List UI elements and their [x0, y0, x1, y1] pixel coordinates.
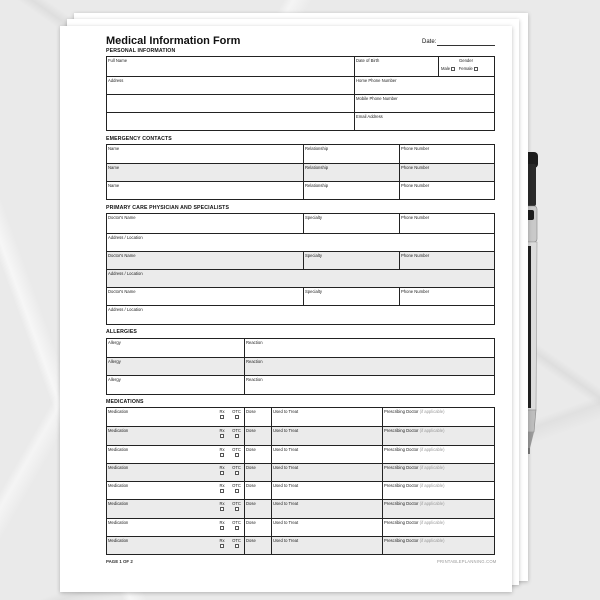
- used-to-treat-field[interactable]: Used to Treat: [271, 519, 382, 536]
- reaction-2[interactable]: Reaction: [244, 358, 494, 375]
- rx-column: Rx: [215, 500, 229, 517]
- doctor-name-1[interactable]: Doctor's Name: [108, 215, 136, 220]
- medication-field[interactable]: Medication: [108, 446, 129, 452]
- rx-checkbox[interactable]: [220, 471, 224, 475]
- emergency-table: [106, 144, 495, 200]
- dose-field[interactable]: Dose: [244, 427, 271, 444]
- rx-column: Rx: [215, 537, 229, 554]
- otc-checkbox[interactable]: [235, 453, 239, 457]
- medication-row: [107, 408, 494, 426]
- rx-checkbox[interactable]: [220, 415, 224, 419]
- otc-checkbox[interactable]: [235, 544, 239, 548]
- otc-column: OTC: [229, 500, 244, 517]
- used-to-treat-field[interactable]: Used to Treat: [271, 482, 382, 499]
- otc-column: OTC: [229, 519, 244, 536]
- date-label: Date:: [422, 39, 437, 45]
- doctor-phone-1[interactable]: Phone Number: [399, 214, 494, 233]
- doctor-address-1[interactable]: Address / Location: [108, 235, 143, 240]
- rx-column: Rx: [215, 482, 229, 499]
- specialty-2[interactable]: Specialty: [303, 252, 399, 269]
- otc-column: OTC: [229, 427, 244, 444]
- medication-field[interactable]: Medication: [108, 519, 129, 525]
- medications-heading: MEDICATIONS: [106, 399, 144, 405]
- ec-name-2[interactable]: Name: [108, 165, 120, 170]
- ec-relationship-2[interactable]: Relationship: [303, 164, 399, 181]
- medication-row: [107, 463, 494, 481]
- ec-phone-3[interactable]: Phone Number: [399, 182, 494, 199]
- rx-checkbox[interactable]: [220, 526, 224, 530]
- personal-table: [106, 56, 495, 131]
- allergies-table: [106, 338, 495, 395]
- medication-row: [107, 499, 494, 517]
- otc-checkbox[interactable]: [235, 415, 239, 419]
- ec-phone-1[interactable]: Phone Number: [399, 145, 494, 163]
- otc-column: OTC: [229, 464, 244, 481]
- medication-row: [107, 536, 494, 554]
- rx-column: Rx: [215, 427, 229, 444]
- medication-row: [107, 518, 494, 536]
- ec-phone-2[interactable]: Phone Number: [399, 164, 494, 181]
- dose-field[interactable]: Dose: [244, 446, 271, 463]
- used-to-treat-field[interactable]: Used to Treat: [271, 500, 382, 517]
- rx-checkbox[interactable]: [220, 544, 224, 548]
- dose-field[interactable]: Dose: [244, 537, 271, 554]
- otc-checkbox[interactable]: [235, 489, 239, 493]
- used-to-treat-field[interactable]: Used to Treat: [271, 446, 382, 463]
- address-field[interactable]: Address: [108, 78, 124, 83]
- used-to-treat-field[interactable]: Used to Treat: [271, 408, 382, 426]
- medications-table: [106, 407, 495, 555]
- date-field[interactable]: [437, 45, 495, 46]
- prescribing-doctor-field[interactable]: Prescribing Doctor (if applicable): [382, 537, 494, 554]
- otc-column: OTC: [229, 408, 244, 426]
- home-phone-field[interactable]: Home Phone Number: [354, 77, 494, 94]
- doctor-name-2[interactable]: Doctor's Name: [108, 253, 136, 258]
- prescribing-doctor-field[interactable]: Prescribing Doctor (if applicable): [382, 408, 494, 426]
- allergy-3[interactable]: Allergy: [108, 377, 121, 382]
- medication-field[interactable]: Medication: [108, 409, 129, 414]
- medication-row: [107, 481, 494, 499]
- full-name-field[interactable]: Full Name: [108, 58, 128, 63]
- otc-checkbox[interactable]: [235, 507, 239, 511]
- form-title: Medical Information Form: [106, 35, 241, 47]
- medication-row: [107, 445, 494, 463]
- allergies-heading: ALLERGIES: [106, 329, 138, 335]
- personal-heading: PERSONAL INFORMATION: [106, 48, 176, 54]
- specialty-3[interactable]: Specialty: [303, 288, 399, 305]
- rx-checkbox[interactable]: [220, 507, 224, 511]
- dose-field[interactable]: Dose: [244, 519, 271, 536]
- email-field[interactable]: Email Address: [354, 113, 494, 130]
- dose-field[interactable]: Dose: [244, 464, 271, 481]
- brand-watermark: PRINTABLEPLANNING.COM: [437, 559, 497, 564]
- allergy-2[interactable]: Allergy: [108, 359, 121, 364]
- otc-checkbox[interactable]: [235, 434, 239, 438]
- prescribing-doctor-field[interactable]: Prescribing Doctor (if applicable): [382, 500, 494, 517]
- rx-checkbox[interactable]: [220, 453, 224, 457]
- female-checkbox[interactable]: [474, 67, 478, 71]
- physician-table: [106, 213, 495, 325]
- medication-field[interactable]: Medication: [108, 501, 129, 507]
- prescribing-doctor-field[interactable]: Prescribing Doctor (if applicable): [382, 482, 494, 499]
- doctor-address-2[interactable]: Address / Location: [108, 271, 143, 276]
- ec-name-1[interactable]: Name: [108, 146, 120, 151]
- rx-column: Rx: [215, 408, 229, 426]
- doctor-phone-3[interactable]: Phone Number: [399, 288, 494, 305]
- prescribing-doctor-field[interactable]: Prescribing Doctor (if applicable): [382, 464, 494, 481]
- page-number: PAGE 1 OF 2: [106, 559, 133, 564]
- ec-relationship-3[interactable]: Relationship: [303, 182, 399, 199]
- rx-column: Rx: [215, 464, 229, 481]
- address-line-3[interactable]: [107, 113, 354, 130]
- medication-field[interactable]: Medication: [108, 428, 129, 434]
- male-checkbox[interactable]: [451, 67, 455, 71]
- dose-field[interactable]: Dose: [244, 408, 271, 426]
- rx-column: Rx: [215, 446, 229, 463]
- medication-field[interactable]: Medication: [108, 538, 129, 544]
- medication-field[interactable]: Medication: [108, 464, 129, 470]
- dob-field[interactable]: Date of Birth: [354, 57, 438, 76]
- doctor-name-3[interactable]: Doctor's Name: [108, 289, 136, 294]
- prescribing-doctor-field[interactable]: Prescribing Doctor (if applicable): [382, 427, 494, 444]
- otc-column: OTC: [229, 482, 244, 499]
- doctor-address-3[interactable]: Address / Location: [108, 307, 143, 312]
- form-sheet: [60, 26, 512, 592]
- used-to-treat-field[interactable]: Used to Treat: [271, 427, 382, 444]
- dose-field[interactable]: Dose: [244, 482, 271, 499]
- ec-relationship-1[interactable]: Relationship: [303, 145, 399, 163]
- rx-column: Rx: [215, 519, 229, 536]
- used-to-treat-field[interactable]: Used to Treat: [271, 464, 382, 481]
- otc-column: OTC: [229, 537, 244, 554]
- prescribing-doctor-field[interactable]: Prescribing Doctor (if applicable): [382, 519, 494, 536]
- otc-checkbox[interactable]: [235, 526, 239, 530]
- doctor-phone-2[interactable]: Phone Number: [399, 252, 494, 269]
- used-to-treat-field[interactable]: Used to Treat: [271, 537, 382, 554]
- specialty-1[interactable]: Specialty: [303, 214, 399, 233]
- prescribing-doctor-field[interactable]: Prescribing Doctor (if applicable): [382, 446, 494, 463]
- ec-name-3[interactable]: Name: [108, 183, 120, 188]
- reaction-1[interactable]: Reaction: [244, 339, 494, 357]
- rx-checkbox[interactable]: [220, 489, 224, 493]
- mobile-phone-field[interactable]: Mobile Phone Number: [354, 95, 494, 112]
- reaction-3[interactable]: Reaction: [244, 376, 494, 394]
- physician-heading: PRIMARY CARE PHYSICIAN AND SPECIALISTS: [106, 205, 230, 211]
- gender-field: Gender Male Female: [438, 57, 494, 76]
- dose-field[interactable]: Dose: [244, 500, 271, 517]
- allergy-1[interactable]: Allergy: [108, 340, 121, 345]
- medication-row: [107, 426, 494, 444]
- medication-field[interactable]: Medication: [108, 483, 129, 489]
- otc-column: OTC: [229, 446, 244, 463]
- emergency-heading: EMERGENCY CONTACTS: [106, 136, 172, 142]
- rx-checkbox[interactable]: [220, 434, 224, 438]
- address-line-2[interactable]: [107, 95, 354, 112]
- otc-checkbox[interactable]: [235, 471, 239, 475]
